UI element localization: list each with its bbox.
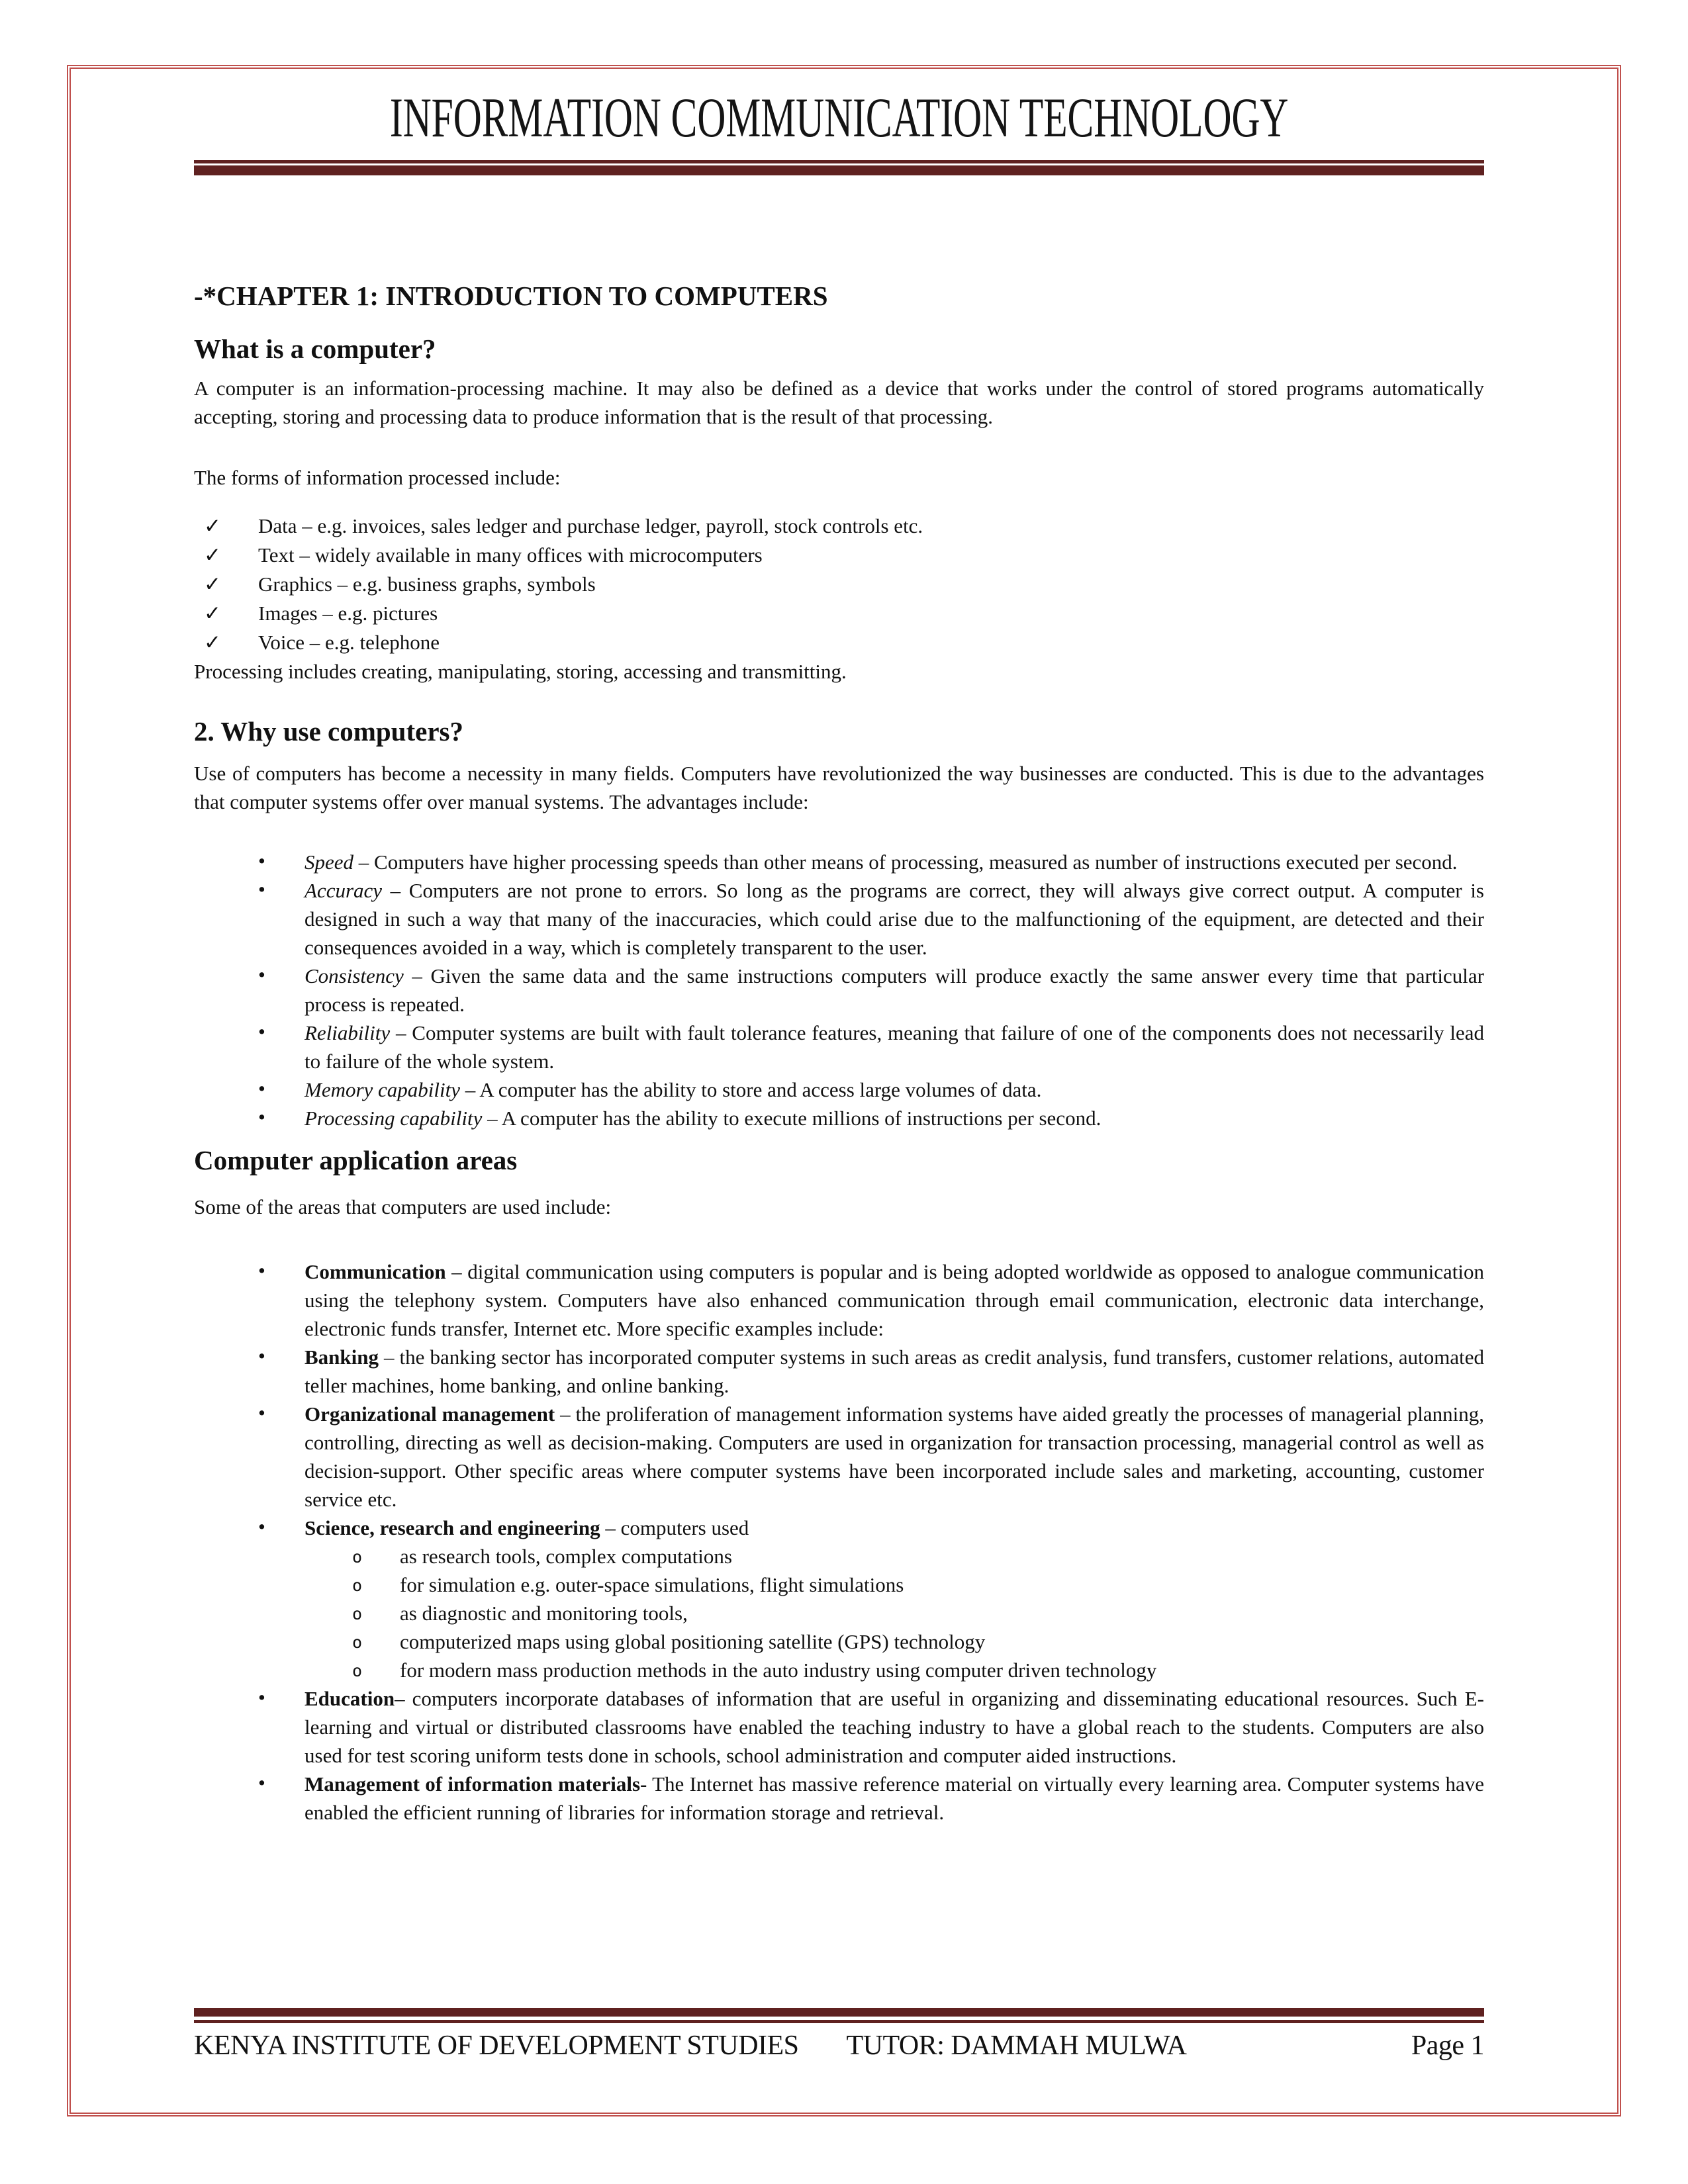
- list-item: [258, 1684, 1484, 1770]
- area-term: Management of information materials: [305, 1772, 641, 1796]
- list-item: [352, 1542, 1484, 1570]
- section-heading-computer-application-areas: Computer application areas: [194, 1145, 518, 1175]
- footer-page-number: Page 1: [1411, 2030, 1484, 2061]
- bullet-icon: •: [258, 1771, 265, 1794]
- bullet-icon: •: [258, 1259, 265, 1282]
- science-sub-list: [305, 1542, 1484, 1684]
- advantage-text: – A computer has the ability to store and access large volumes of data.: [460, 1078, 1042, 1101]
- section-heading-what-is-a-computer: What is a computer?: [194, 334, 436, 364]
- bullet-icon: •: [258, 849, 265, 872]
- advantage-term: Consistency: [305, 964, 404, 987]
- list-item: [352, 1656, 1484, 1684]
- circle-bullet-icon: o: [352, 1576, 363, 1595]
- check-icon: ✓: [204, 631, 221, 654]
- list-item-text: Graphics – e.g. business graphs, symbols: [258, 572, 596, 596]
- section-heading-why-use-computers: 2. Why use computers?: [194, 716, 463, 747]
- area-term: Science, research and engineering: [305, 1516, 600, 1539]
- list-item-text: Images – e.g. pictures: [258, 602, 438, 625]
- advantage-text: – Computer systems are built with fault tolerance features, meaning that failure of one of the components does not necessarily lead to failure of the whole system.: [305, 1021, 1484, 1073]
- list-item: [204, 512, 1484, 541]
- header: [194, 85, 1484, 151]
- sub-item-text: as research tools, complex computations: [400, 1545, 732, 1568]
- bullet-icon: •: [258, 878, 265, 901]
- circle-bullet-icon: o: [352, 1661, 363, 1680]
- list-item: [258, 1400, 1484, 1514]
- area-text: – digital communication using computers is popular and is being adopted worldwide as opposed to analogue communication using the telephony system. Computers have also enhanced communication through email communication, electronic data interchange, electronic funds transfer, Internet etc. More specific examples include:: [305, 1260, 1484, 1340]
- check-icon: ✓: [204, 602, 221, 625]
- list-item: [352, 1570, 1484, 1599]
- advantage-text: – A computer has the ability to execute millions of instructions per second.: [482, 1107, 1102, 1130]
- footer: [194, 2008, 1484, 2063]
- list-item-text: Voice – e.g. telephone: [258, 631, 440, 654]
- list-item: [258, 1019, 1484, 1075]
- list-item: [258, 876, 1484, 962]
- list-item: [258, 1770, 1484, 1827]
- advantage-term: Speed: [305, 850, 354, 874]
- list-item: [204, 570, 1484, 599]
- footer-tutor: TUTOR: DAMMAH MULWA: [846, 2030, 1187, 2061]
- page-content: [194, 0, 1484, 1827]
- area-term: Communication: [305, 1260, 446, 1283]
- forms-check-list: [194, 512, 1484, 657]
- document-body: [194, 280, 1484, 1827]
- footer-institute: KENYA INSTITUTE OF DEVELOPMENT STUDIES: [194, 2030, 799, 2061]
- bullet-icon: •: [258, 1686, 265, 1709]
- page-title: INFORMATION COMMUNICATION TECHNOLOGY: [389, 87, 1289, 149]
- advantage-term: Accuracy: [305, 879, 383, 902]
- footer-rule-thin: [194, 2020, 1484, 2023]
- paragraph-computer-definition: A computer is an information-processing machine. It may also be defined as a device that works under the control of stored programs automatically accepting, storing and processing data to produce information that is the result of that processing.: [194, 377, 1484, 428]
- advantages-list: [194, 848, 1484, 1132]
- area-term: Organizational management: [305, 1402, 555, 1426]
- bullet-icon: •: [258, 1020, 265, 1043]
- area-text: – computers incorporate databases of information that are useful in organizing and disseminating educational resources. Such E-learning and virtual or distributed classrooms have enabled the teaching industry to have a global reach to the students. Computers are also used for test scoring uniform tests done in schools, school administration and computer aided instructions.: [305, 1687, 1484, 1767]
- bullet-icon: •: [258, 1401, 265, 1424]
- forms-intro: The forms of information processed include:: [194, 466, 561, 489]
- list-item: [258, 1343, 1484, 1400]
- list-item: [258, 1514, 1484, 1684]
- area-term: Banking: [305, 1345, 379, 1369]
- header-rule-thin: [194, 160, 1484, 163]
- list-item: [258, 1257, 1484, 1343]
- paragraph-why-use: Use of computers has become a necessity in many fields. Computers have revolutionized the way businesses are conducted. This is due to the advantages that computer systems offer over manual systems. The advantages include:: [194, 762, 1484, 813]
- sub-item-text: as diagnostic and monitoring tools,: [400, 1602, 688, 1625]
- advantage-term: Memory capability: [305, 1078, 461, 1101]
- application-areas-list: [194, 1257, 1484, 1827]
- bullet-icon: •: [258, 1344, 265, 1367]
- applications-intro: Some of the areas that computers are used include:: [194, 1195, 612, 1218]
- bullet-icon: •: [258, 1105, 265, 1128]
- footer-rule-thick: [194, 2008, 1484, 2017]
- area-text: – computers used: [600, 1516, 749, 1539]
- sub-item-text: for simulation e.g. outer-space simulations, flight simulations: [400, 1573, 904, 1596]
- list-item: [352, 1599, 1484, 1627]
- area-text: - The Internet has massive reference material on virtually every learning area. Computer systems have enabled the efficient running of libraries for information storage and retrieval.: [305, 1772, 1484, 1824]
- check-icon: ✓: [204, 514, 221, 537]
- circle-bullet-icon: o: [352, 1547, 363, 1567]
- header-rule-thick: [194, 165, 1484, 175]
- advantage-term: Reliability: [305, 1021, 391, 1044]
- advantage-text: – Given the same data and the same instructions computers will produce exactly the same answer every time that particular process is repeated.: [305, 964, 1484, 1016]
- list-item-text: Data – e.g. invoices, sales ledger and purchase ledger, payroll, stock controls etc.: [258, 514, 923, 537]
- check-icon: ✓: [204, 572, 221, 596]
- list-item: [258, 1104, 1484, 1132]
- list-item: [204, 541, 1484, 570]
- sub-item-text: for modern mass production methods in the auto industry using computer driven technology: [400, 1659, 1157, 1682]
- list-item: [258, 1075, 1484, 1104]
- list-item: [352, 1627, 1484, 1656]
- circle-bullet-icon: o: [352, 1633, 363, 1652]
- advantage-text: – Computers are not prone to errors. So long as the programs are correct, they will always give correct output. A computer is designed in such a way that many of the inaccuracies, which could arise due to the malfunctioning of the equipment, are detected and their consequences avoided in a way, which is completely transparent to the user.: [305, 879, 1484, 959]
- bullet-icon: •: [258, 1515, 265, 1538]
- bullet-icon: •: [258, 963, 265, 986]
- list-item: [258, 962, 1484, 1019]
- circle-bullet-icon: o: [352, 1604, 363, 1623]
- footer-text-row: [194, 2028, 1484, 2063]
- list-item: [204, 599, 1484, 628]
- advantage-text: – Computers have higher processing speeds than other means of processing, measured as number of instructions executed per second.: [353, 850, 1458, 874]
- check-icon: ✓: [204, 543, 221, 567]
- sub-item-text: computerized maps using global positioning satellite (GPS) technology: [400, 1630, 986, 1653]
- advantage-term: Processing capability: [305, 1107, 483, 1130]
- area-text: – the banking sector has incorporated computer systems in such areas as credit analysis, fund transfers, customer relations, automated teller machines, home banking, and online banking.: [305, 1345, 1484, 1397]
- area-term: Education: [305, 1687, 395, 1710]
- list-item: [258, 848, 1484, 876]
- list-item-text: Text – widely available in many offices with microcomputers: [258, 543, 763, 567]
- area-text: – the proliferation of management information systems have aided greatly the processes of managerial planning, controlling, directing as well as decision-making. Computers are used in organization for transaction processing, managerial control as well as decision-support. Other specific areas where computer systems have been incorporated include sales and marketing, accounting, customer service etc.: [305, 1402, 1484, 1511]
- chapter-heading: -*CHAPTER 1: INTRODUCTION TO COMPUTERS: [194, 281, 828, 311]
- processing-note: Processing includes creating, manipulating, storing, accessing and transmitting.: [194, 660, 847, 683]
- list-item: [204, 628, 1484, 657]
- bullet-icon: •: [258, 1077, 265, 1100]
